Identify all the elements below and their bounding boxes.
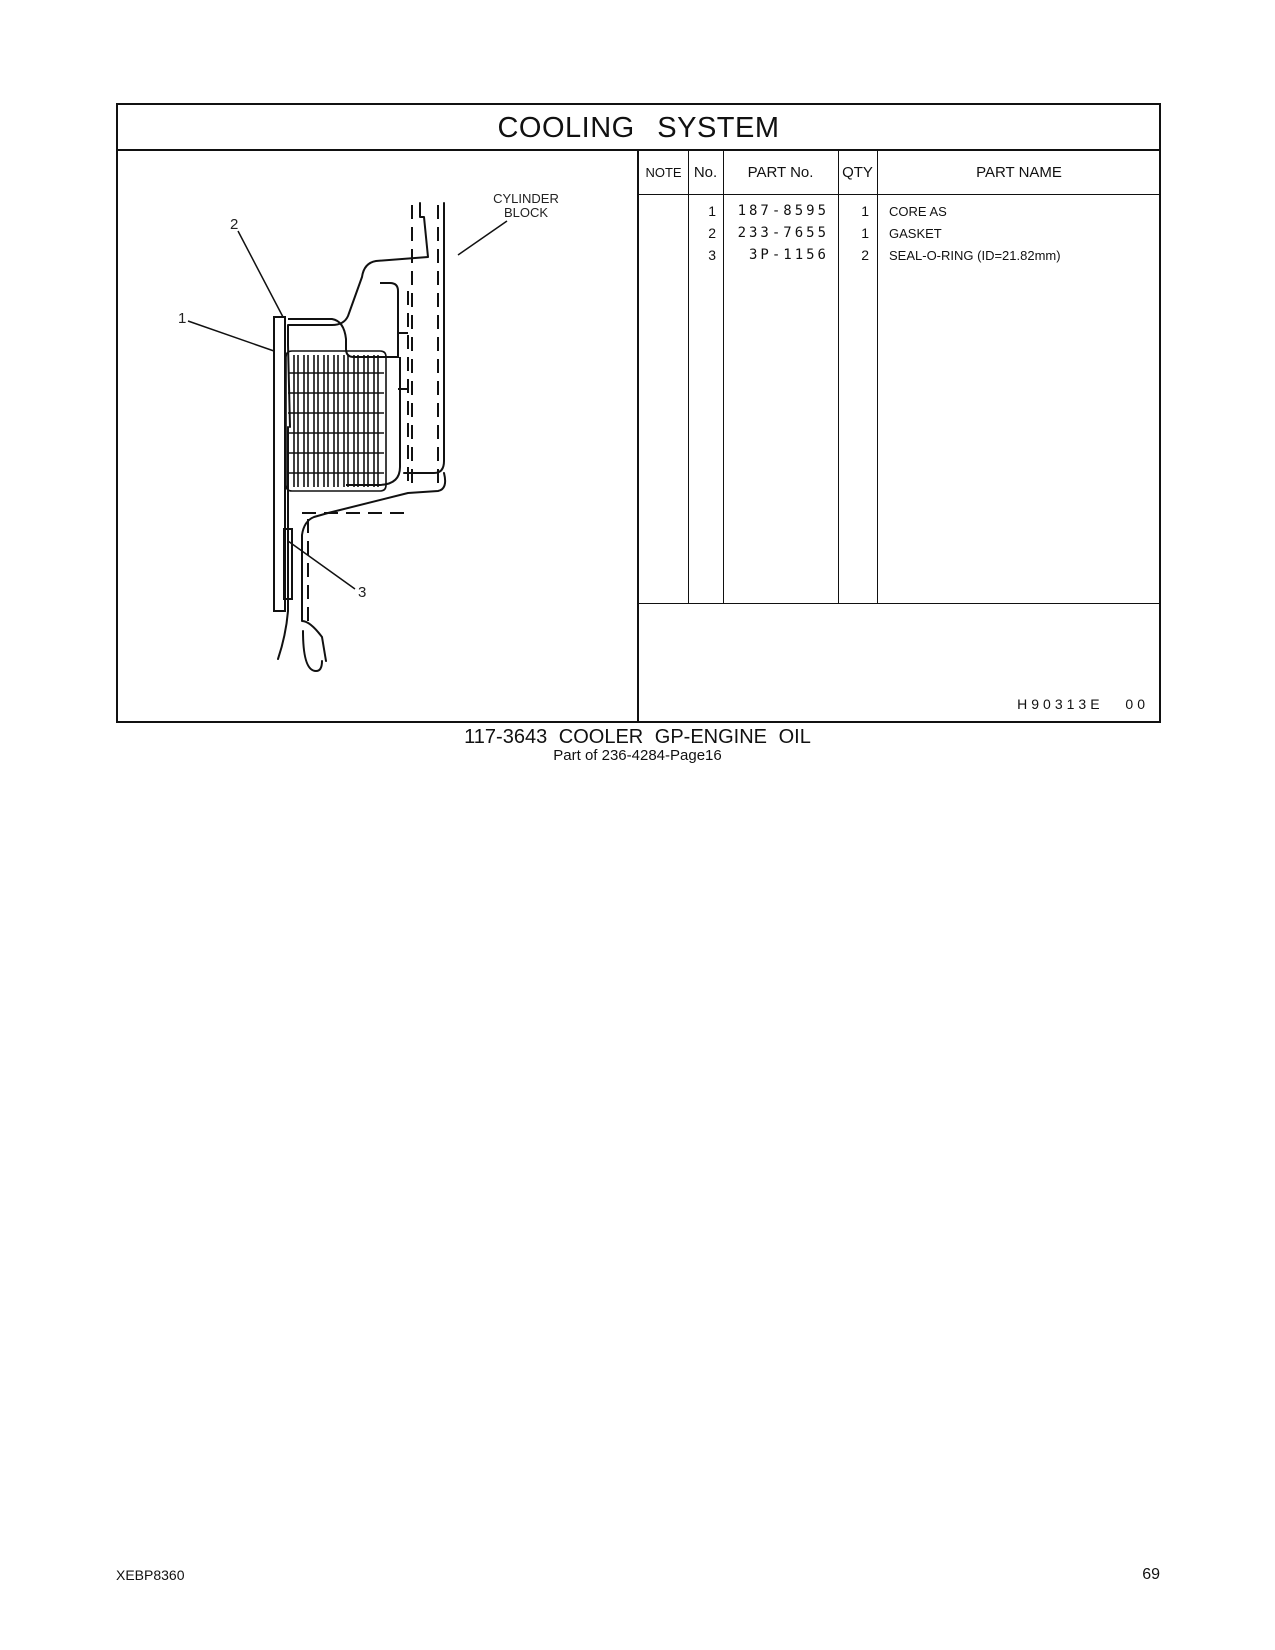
block-base-notch [303, 631, 322, 671]
cylinder-block-label-1: CYLINDER [493, 191, 559, 206]
row-1-no: 1 [708, 203, 716, 219]
cylinder-block-label-2: BLOCK [503, 205, 549, 220]
assembly-caption: 117-3643 COOLER GP-ENGINE OIL [464, 726, 811, 748]
row-1-part-no: 187-8595 [737, 203, 829, 219]
column-divider [877, 151, 878, 603]
leader-callout-2 [238, 231, 283, 317]
oil-cooler-drawing [118, 151, 637, 723]
callout-1: 1 [178, 310, 187, 327]
table-bottom-divider [639, 603, 1161, 604]
header-no: No. [693, 164, 718, 181]
row-3-part-name: SEAL-O-RING (ID=21.82mm) [889, 248, 1061, 263]
row-2-part-name: GASKET [889, 226, 942, 241]
header-divider [639, 194, 1161, 195]
header-note: NOTE [645, 165, 682, 180]
header-part-no: PART No. [747, 164, 814, 181]
row-3-qty: 2 [861, 247, 869, 263]
core-body [286, 351, 386, 491]
row-2-part-no: 233-7655 [737, 225, 829, 241]
leader-callout-3 [288, 541, 355, 589]
column-divider [723, 151, 724, 603]
row-1-qty: 1 [861, 203, 869, 219]
header-qty: QTY [842, 164, 873, 181]
section-title: COOLING SYSTEM [118, 105, 1159, 151]
page-number: 69 [1142, 1566, 1160, 1583]
parts-table [639, 151, 1161, 723]
header-part-name: PART NAME [976, 164, 1062, 181]
core-ribs [288, 373, 384, 473]
callout-3: 3 [358, 584, 367, 601]
leader-cylinder-block [458, 221, 507, 255]
drawing-code: H90313E 00 [1017, 696, 1149, 712]
row-2-qty: 1 [861, 225, 869, 241]
parts-frame [116, 103, 1161, 723]
document-id: XEBP8360 [116, 1567, 185, 1583]
row-3-part-no: 3P-1156 [748, 247, 829, 263]
row-3-no: 3 [708, 247, 716, 263]
row-2-no: 2 [708, 225, 716, 241]
assembly-subcaption: Part of 236-4284-Page16 [553, 747, 722, 764]
leader-callout-1 [188, 321, 274, 351]
cavity-outline [288, 283, 398, 357]
core-fins [294, 355, 378, 487]
callout-2: 2 [230, 216, 239, 233]
row-1-part-name: CORE AS [889, 204, 947, 219]
exploded-illustration [118, 151, 639, 723]
